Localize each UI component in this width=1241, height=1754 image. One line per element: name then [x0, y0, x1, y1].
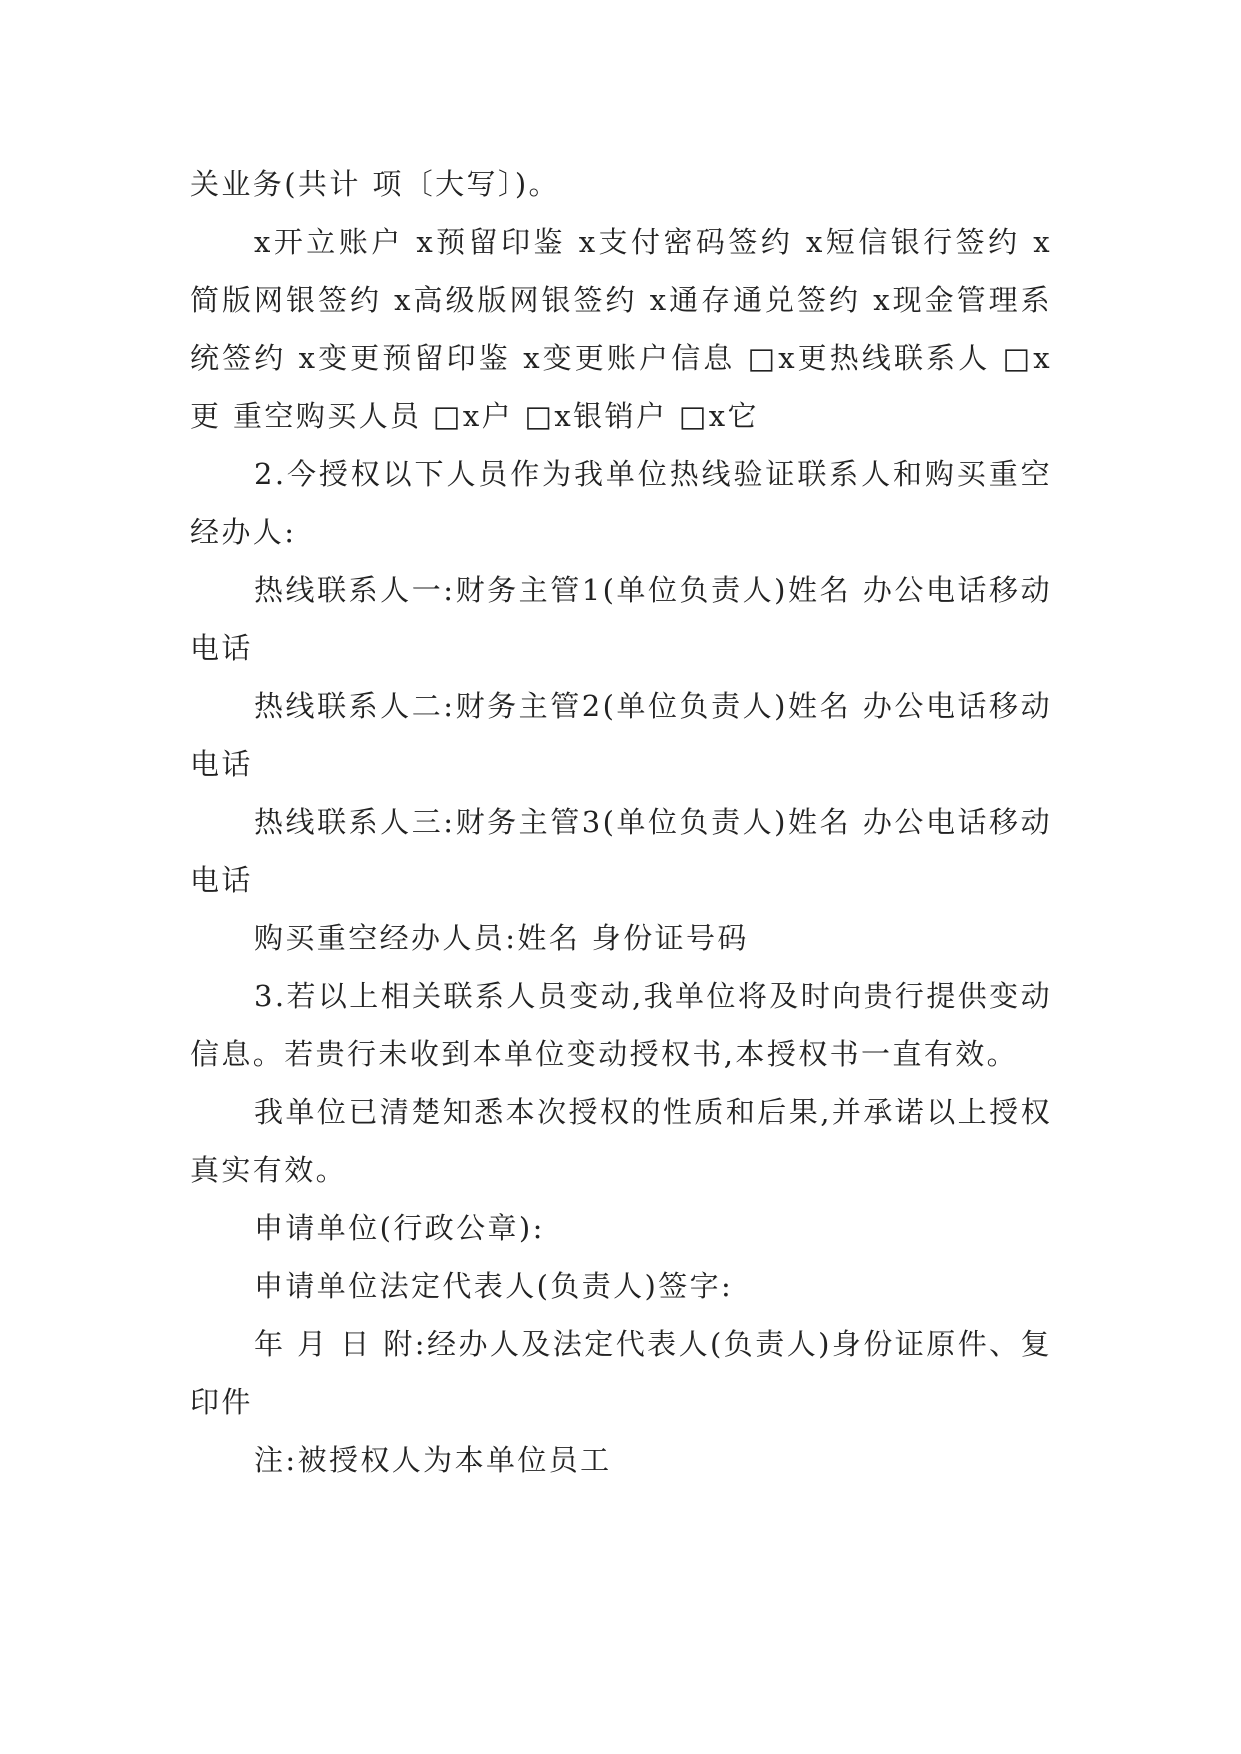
paragraph-purchase-handler: 购买重空经办人员:姓名 身份证号码 [254, 921, 749, 955]
paragraph-business-options: x开立账户 x预留印鉴 x支付密码签约 x短信银行签约 x简版网银签约 x高级版网银签约 x通存通兑签约 x现金管理系统签约 x变更预留印鉴 x变更账户信息 □x更热线联系人 □x更 重空购买人员 □x户 □x银销户 □x它 [190, 225, 1052, 433]
paragraph-representative-signature: 申请单位法定代表人(负责人)签字: [254, 1269, 734, 1303]
paragraph-date-attachment: 年 月 日 附:经办人及法定代表人(负责人)身份证原件、复印件 [190, 1327, 1052, 1419]
paragraph-hotline-contact-1: 热线联系人一:财务主管1(单位负责人)姓名 办公电话移动电话 [190, 573, 1052, 665]
paragraph-hotline-contact-3: 热线联系人三:财务主管3(单位负责人)姓名 办公电话移动电话 [190, 805, 1052, 897]
paragraph-commitment: 我单位已清楚知悉本次授权的性质和后果,并承诺以上授权真实有效。 [190, 1095, 1052, 1187]
paragraph-business-count: 关业务(共计 项〔大写〕)。 [190, 167, 560, 201]
paragraph-authorization-intro: 2.今授权以下人员作为我单位热线验证联系人和购买重空经办人: [190, 457, 1052, 549]
paragraph-change-notice: 3.若以上相关联系人员变动,我单位将及时向贵行提供变动信息。若贵行未收到本单位变动授权书,本授权书一直有效。 [190, 979, 1052, 1071]
document-body [190, 155, 1052, 1489]
paragraph-note: 注:被授权人为本单位员工 [254, 1443, 612, 1477]
paragraph-applicant-seal: 申请单位(行政公章): [254, 1211, 545, 1245]
paragraph-hotline-contact-2: 热线联系人二:财务主管2(单位负责人)姓名 办公电话移动电话 [190, 689, 1052, 781]
